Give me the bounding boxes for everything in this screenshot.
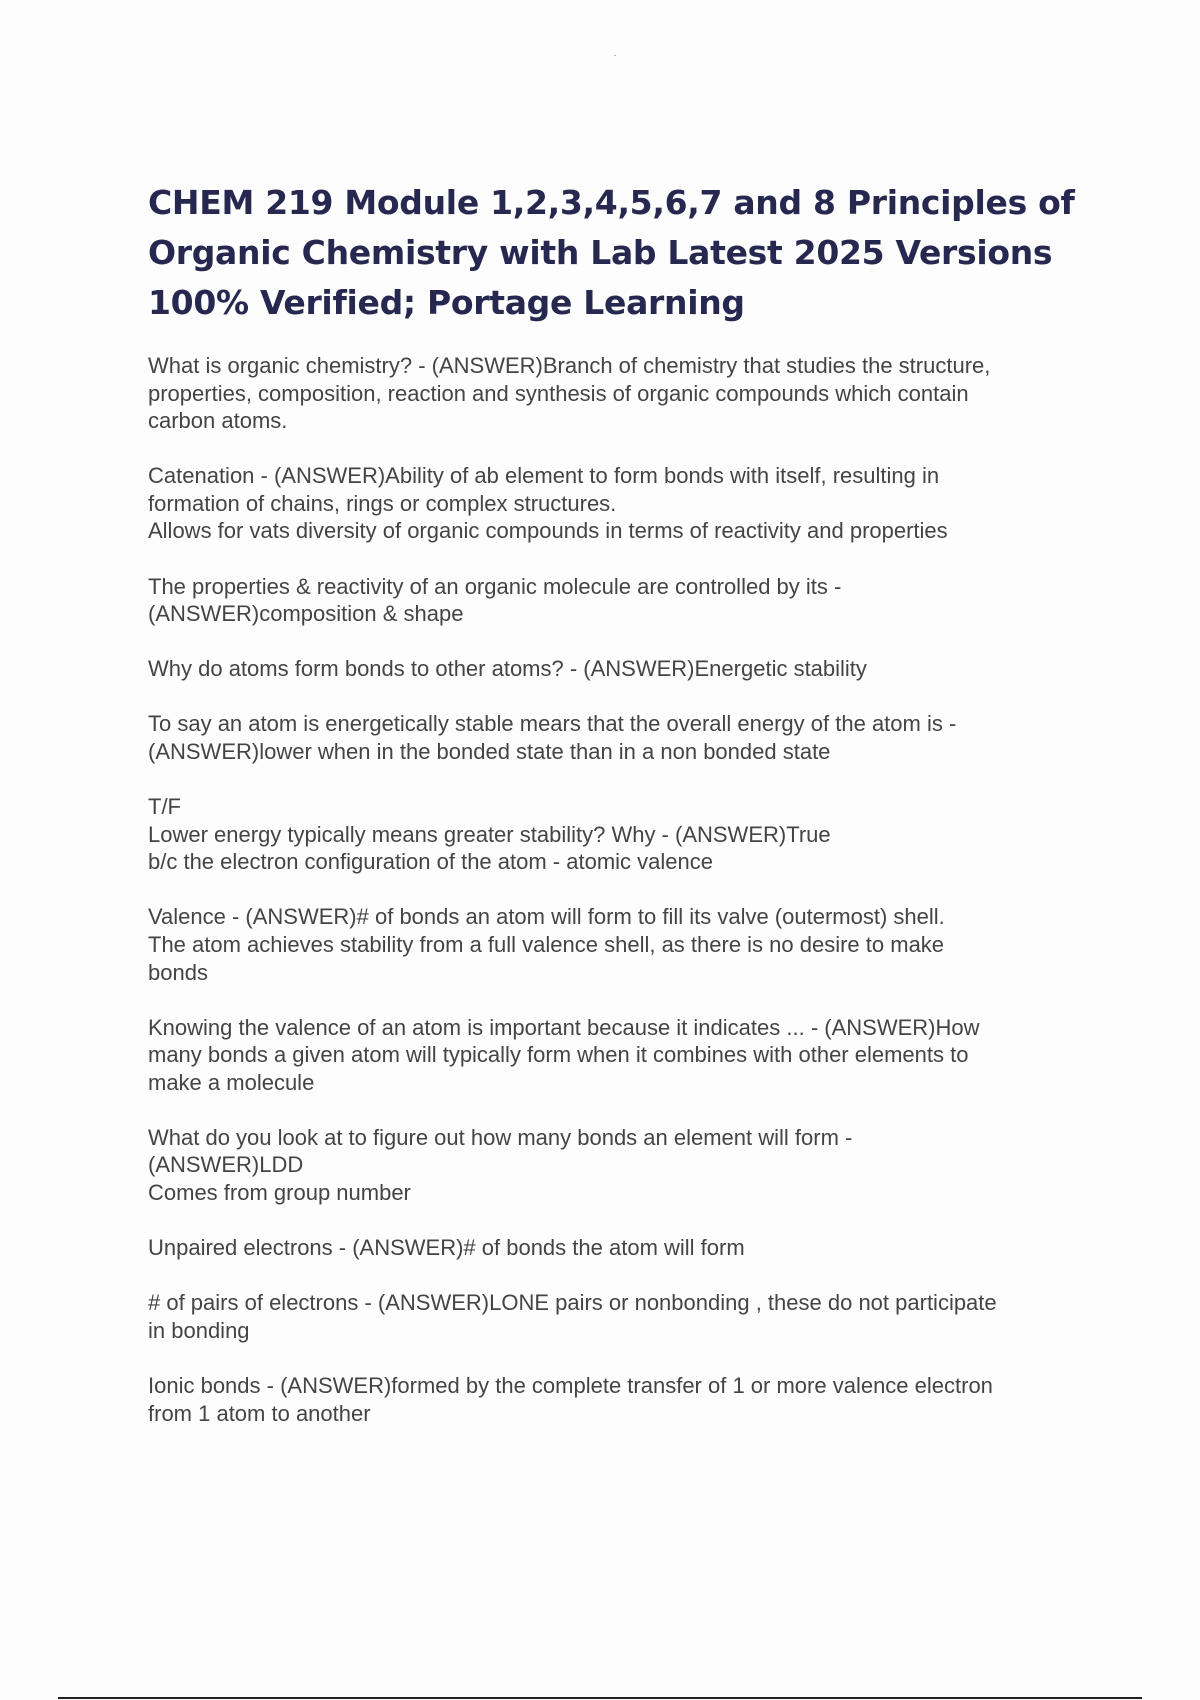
qa-text-line: The atom achieves stability from a full valence shell, as there is no desire to make [148, 931, 945, 957]
scan-speck [614, 55, 616, 56]
title-line: CHEM 219 Module 1,2,3,4,5,6,7 and 8 Principles of [148, 183, 1075, 222]
qa-text-line: Unpaired electrons - (ANSWER)# of bonds the atom will form [148, 1235, 745, 1261]
title-line: 100% Verified; Portage Learning [148, 283, 745, 322]
qa-text-line: Lower energy typically means greater stability? Why - (ANSWER)True [148, 821, 831, 847]
qa-item [148, 573, 1078, 628]
qa-text-line: make a molecule [148, 1069, 315, 1095]
page-bottom-rule [58, 1697, 1142, 1699]
qa-item [148, 710, 1078, 765]
qa-item [148, 793, 1078, 876]
qa-text-line: What do you look at to figure out how many bonds an element will form - [148, 1124, 853, 1150]
qa-item [148, 1124, 1078, 1207]
document-title [148, 178, 1078, 328]
qa-text-line: (ANSWER)composition & shape [148, 601, 464, 627]
qa-text-line: bonds [148, 959, 208, 985]
qa-text-line: Knowing the valence of an atom is important because it indicates ... - (ANSWER)How [148, 1014, 980, 1040]
qa-item [148, 1289, 1078, 1344]
qa-item [148, 1234, 1078, 1262]
qa-item [148, 903, 1078, 986]
qa-text-line: Why do atoms form bonds to other atoms? - (ANSWER)Energetic stability [148, 656, 867, 682]
qa-text-line: Comes from group number [148, 1180, 411, 1206]
qa-item [148, 1372, 1078, 1427]
qa-text-line: The properties & reactivity of an organic molecule are controlled by its - [148, 573, 842, 599]
qa-text-line: (ANSWER)lower when in the bonded state than in a non bonded state [148, 738, 831, 764]
qa-text-line: formation of chains, rings or complex structures. [148, 490, 617, 516]
qa-text-line: (ANSWER)LDD [148, 1152, 304, 1178]
qa-text-line: Valence - (ANSWER)# of bonds an atom will form to fill its valve (outermost) shell. [148, 904, 945, 930]
qa-text-line: b/c the electron configuration of the atom - atomic valence [148, 849, 713, 875]
qa-text-line: What is organic chemistry? - (ANSWER)Branch of chemistry that studies the structure, [148, 353, 991, 378]
qa-item [148, 462, 1078, 545]
qa-text-line: carbon atoms. [148, 408, 288, 434]
qa-text-line: # of pairs of electrons - (ANSWER)LONE pairs or nonbonding , these do not participate [148, 1290, 997, 1316]
qa-item [148, 1014, 1078, 1097]
qa-text-line: To say an atom is energetically stable mears that the overall energy of the atom is - [148, 711, 957, 737]
qa-text-line: Ionic bonds - (ANSWER)formed by the complete transfer of 1 or more valence electron [148, 1372, 993, 1398]
qa-list [148, 352, 1078, 1455]
qa-text-line: Catenation - (ANSWER)Ability of ab element to form bonds with itself, resulting in [148, 463, 940, 489]
qa-text-line: properties, composition, reaction and synthesis of organic compounds which contain [148, 380, 969, 406]
qa-item [148, 655, 1078, 683]
qa-text-line: Allows for vats diversity of organic compounds in terms of reactivity and properties [148, 518, 948, 544]
title-line: Organic Chemistry with Lab Latest 2025 Versions [148, 233, 1053, 272]
qa-text-line: many bonds a given atom will typically form when it combines with other elements to [148, 1042, 969, 1068]
qa-text-line: from 1 atom to another [148, 1400, 371, 1426]
qa-text-line: T/F [148, 794, 181, 820]
qa-item [148, 352, 1078, 435]
qa-text-line: in bonding [148, 1317, 250, 1343]
